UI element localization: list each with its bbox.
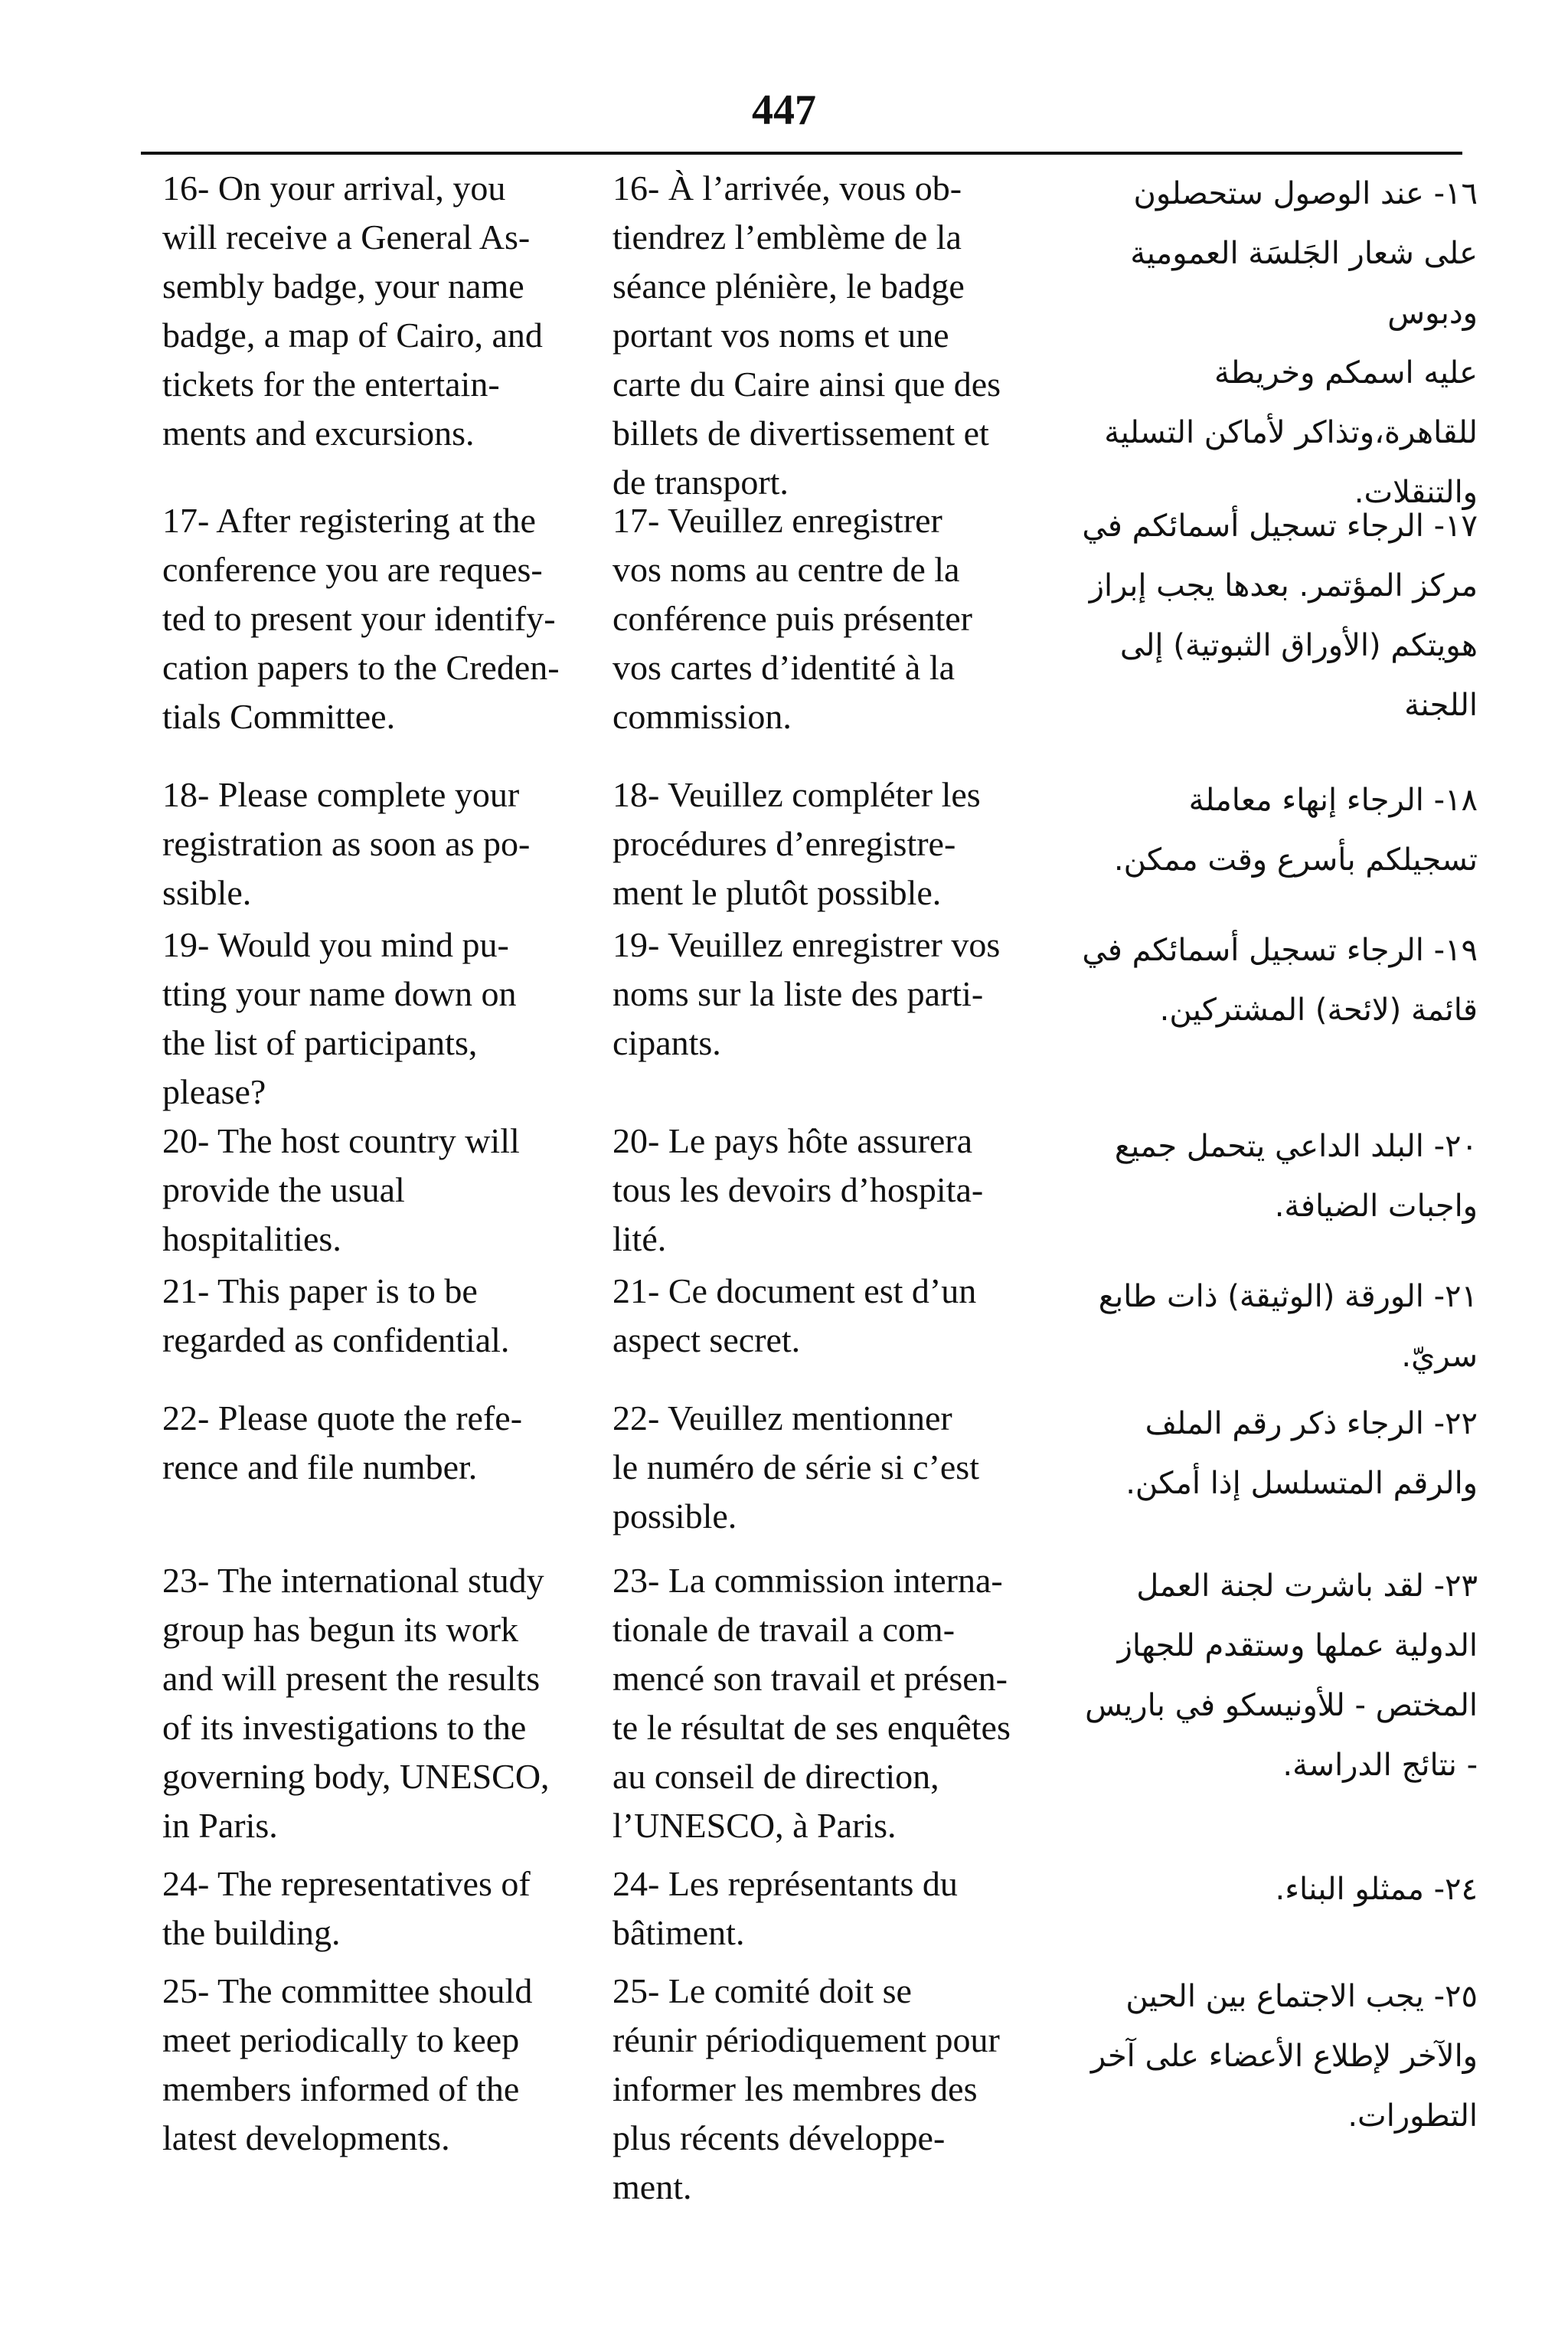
arabic-text: ١٩- الرجاء تسجيل أسمائكم في قائمة (لائحة) المشتركين. bbox=[1082, 933, 1478, 1028]
phrase-row bbox=[0, 496, 1568, 770]
phrase-row bbox=[0, 1267, 1568, 1394]
english-text: 20- The host country will provide the usual hospitalities. bbox=[162, 1121, 520, 1258]
english-text: 22- Please quote the refe- rence and file number. bbox=[162, 1398, 523, 1487]
english-text: 21- This paper is to be regarded as confidential. bbox=[162, 1271, 510, 1359]
english-text: 25- The committee should meet periodically to keep members informed of the latest developments. bbox=[162, 1971, 533, 2157]
french-text: 20- Le pays hôte assurera tous les devoirs d’hospita- lité. bbox=[612, 1121, 984, 1258]
arabic-text: ٢٢- الرجاء ذكر رقم الملف والرقم المتسلسل إذا أمكن. bbox=[1125, 1406, 1478, 1501]
english-text: 18- Please complete your registration as soon as po- ssible. bbox=[162, 775, 531, 912]
phrase-row bbox=[0, 1556, 1568, 1859]
english-text: 16- On your arrival, you will receive a General As- sembly badge, your name badge, a map of Cairo, and tickets for the entertain- ments and excursions. bbox=[162, 168, 543, 453]
english-text: 19- Would you mind pu- tting your name down on the list of participants, please? bbox=[162, 925, 517, 1111]
phrase-row bbox=[0, 921, 1568, 1117]
french-text: 16- À l’arrivée, vous ob- tiendrez l’emblème de la séance plénière, le badge portant vos noms et une carte du Caire ainsi que des billets de divertissement et de transport. bbox=[612, 168, 1001, 502]
phrase-row bbox=[0, 770, 1568, 921]
arabic-text: ١٧- الرجاء تسجيل أسمائكم في مركز المؤتمر. بعدها يجب إبراز هويتكم (الأوراق الثبوتية) إلى اللجنة bbox=[1082, 509, 1478, 723]
phrase-row bbox=[0, 1859, 1568, 1967]
arabic-text: ٢١- الورقة (الوثيقة) ذات طابع سريّ. bbox=[1098, 1279, 1478, 1374]
french-text: 21- Ce document est d’un aspect secret. bbox=[612, 1271, 977, 1359]
phrase-row bbox=[0, 1394, 1568, 1556]
french-text: 18- Veuillez compléter les procédures d’enregistre- ment le plutôt possible. bbox=[612, 775, 981, 912]
english-text: 17- After registering at the conference you are reques- ted to present your identify- cation papers to the Creden- tials Committee. bbox=[162, 501, 560, 736]
page-number: 447 bbox=[752, 87, 816, 134]
phrase-row bbox=[0, 1117, 1568, 1267]
header-rule bbox=[141, 152, 1462, 155]
arabic-text: ٢٣- لقد باشرت لجنة العمل الدولية عملها وستقدم للجهاز المختص - للأونيسكو في باريس - نتائج الدراسة. bbox=[1085, 1568, 1478, 1783]
english-text: 23- The international study group has begun its work and will present the results of its investigations to the governing body, UNESCO, in Paris. bbox=[162, 1561, 550, 1845]
french-text: 17- Veuillez enregistrer vos noms au centre de la conférence puis présenter vos cartes d’identité à la commission. bbox=[612, 501, 972, 736]
french-text: 23- La commission interna- tionale de travail a com- mencé son travail et présen- te le résultat de ses enquêtes au conseil de direction, l’UNESCO, à Paris. bbox=[612, 1561, 1011, 1845]
phrase-row bbox=[0, 1967, 1568, 2227]
french-text: 25- Le comité doit se réunir périodiquement pour informer les membres des plus récents développe- ment. bbox=[612, 1971, 1000, 2206]
arabic-text: ١٦- عند الوصول ستحصلون على شعار الجَلسَة العمومية ودبوس عليه اسمكم وخريطة للقاهرة،وتذاكر لأماكن التسلية والتنقلات. bbox=[1104, 176, 1478, 510]
phrase-row bbox=[0, 164, 1568, 510]
phrase-table bbox=[0, 164, 1568, 2227]
arabic-text: ٢٠- البلد الداعي يتحمل جميع واجبات الضيافة. bbox=[1114, 1129, 1478, 1224]
french-text: 19- Veuillez enregistrer vos noms sur la liste des parti- cipants. bbox=[612, 925, 1001, 1062]
arabic-text: ٢٤- ممثلو البناء. bbox=[1275, 1872, 1478, 1907]
arabic-text: ٢٥- يجب الاجتماع بين الحين والآخر لإطلاع الأعضاء على آخر التطورات. bbox=[1090, 1979, 1478, 2134]
french-text: 24- Les représentants du bâtiment. bbox=[612, 1864, 958, 1952]
arabic-text: ١٨- الرجاء إنهاء معاملة تسجيلكم بأسرع وقت ممكن. bbox=[1113, 783, 1478, 878]
french-text: 22- Veuillez mentionner le numéro de série si c’est possible. bbox=[612, 1398, 979, 1536]
english-text: 24- The representatives of the building. bbox=[162, 1864, 531, 1952]
